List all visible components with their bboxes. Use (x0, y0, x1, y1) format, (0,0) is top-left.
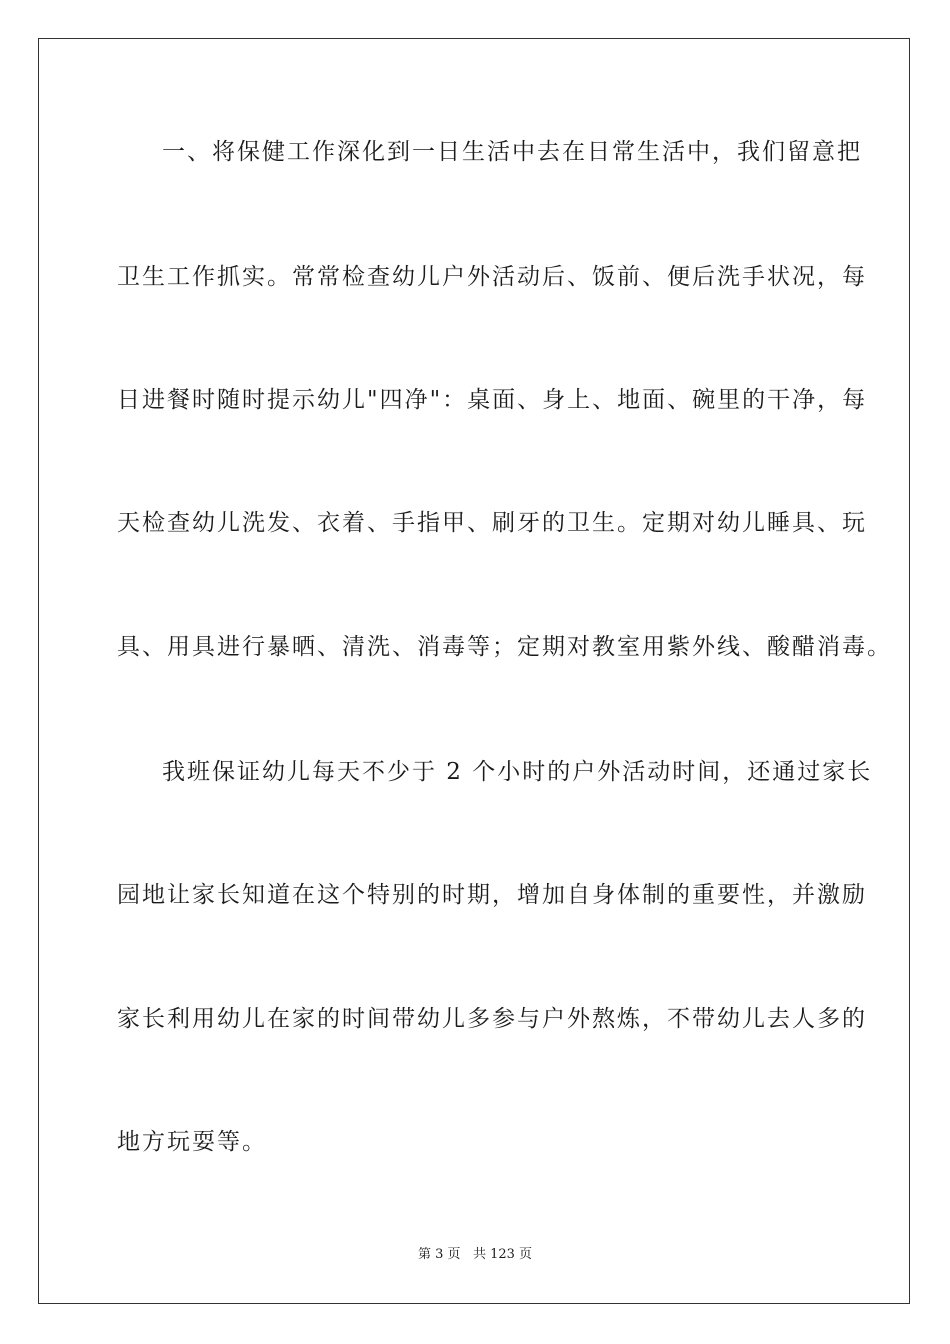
page-number: 第 3 页 (417, 1247, 461, 1262)
paragraph-2-line-1: 我班保证幼儿每天不少于 2 个小时的户外活动时间，还通过家长 (162, 759, 873, 785)
paragraph-1-line-3: 日进餐时随时提示幼儿"四净"：桌面、身上、地面、碗里的干净，每 (117, 387, 868, 413)
paragraph-1-line-4: 天检查幼儿洗发、衣着、手指甲、刷牙的卫生。定期对幼儿睡具、玩 (117, 510, 867, 536)
page-border (38, 38, 910, 1304)
paragraph-1-line-5: 具、用具进行暴晒、清洗、消毒等；定期对教室用紫外线、酸醋消毒。 (117, 634, 892, 660)
page-total: 共 123 页 (472, 1247, 533, 1262)
paragraph-1-line-1: 一、将保健工作深化到一日生活中去在日常生活中，我们留意把 (162, 139, 862, 165)
paragraph-1-line-2: 卫生工作抓实。常常检查幼儿户外活动后、饭前、便后洗手状况，每 (117, 264, 867, 290)
paragraph-2-line-4: 地方玩耍等。 (117, 1129, 267, 1155)
paragraph-2-line-2: 园地让家长知道在这个特别的时期，增加自身体制的重要性，并激励 (117, 882, 867, 908)
page-footer (0, 1246, 950, 1264)
paragraph-2-line-3: 家长利用幼儿在家的时间带幼儿多参与户外熬炼，不带幼儿去人多的 (117, 1006, 867, 1032)
